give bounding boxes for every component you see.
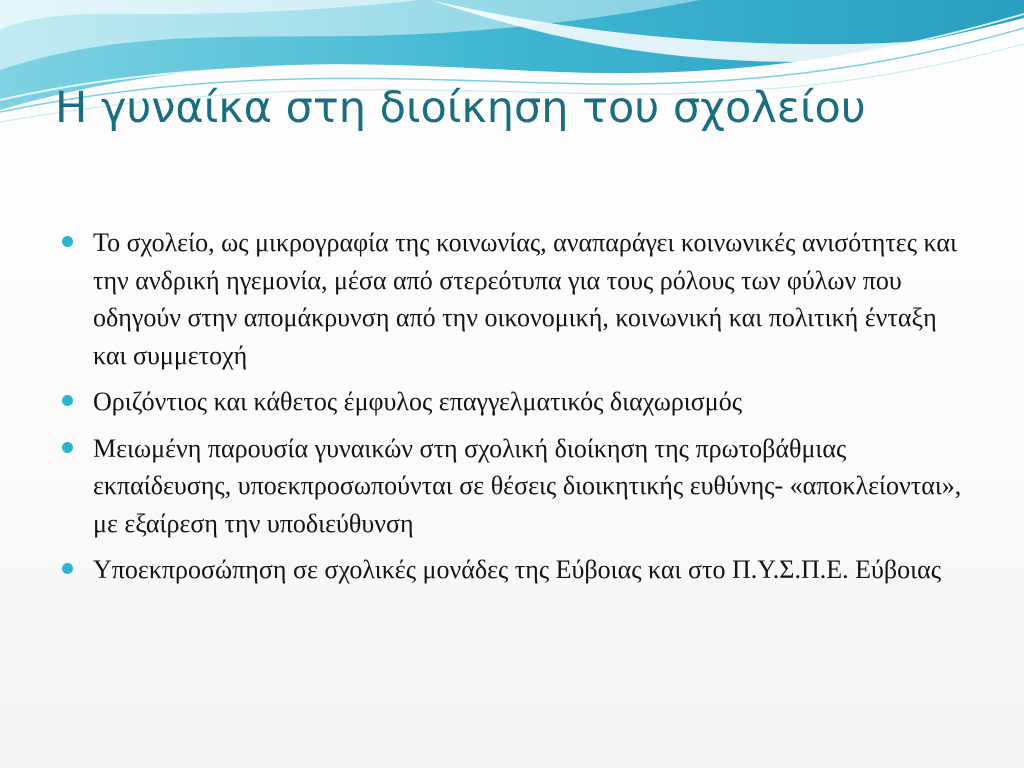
bullet-item xyxy=(62,551,962,589)
bullet-text: Μειωμένη παρουσία γυναικών στη σχολική διοίκηση της πρωτοβάθμιας εκπαίδευσης, υποεκπροσωπούνται σε θέσεις διοικητικής ευθύνης- «αποκλείονται», με εξαίρεση την υποδιεύθυνση xyxy=(93,433,962,538)
bullet-text: Το σχολείο, ως μικρογραφία της κοινωνίας, αναπαράγει κοινωνικές ανισότητες και την ανδρική ηγεμονία, μέσα από στερεότυπα για τους ρόλους των φύλων που οδηγούν στην απομάκρυνση από την οικονομική, κοινωνική και πολιτική ένταξη και συμμετοχή xyxy=(93,228,957,370)
bullet-text: Υποεκπροσώπηση σε σχολικές μονάδες της Εύβοιας και στο Π.Υ.Σ.Π.Ε. Εύβοιας xyxy=(93,555,941,584)
bullet-dot-icon xyxy=(62,236,73,247)
bullet-item xyxy=(62,224,962,374)
bullet-dot-icon xyxy=(62,442,73,453)
bullet-text: Οριζόντιος και κάθετος έμφυλος επαγγελματικός διαχωρισμός xyxy=(93,387,743,416)
slide-title: Η γυναίκα στη διοίκηση του σχολείου xyxy=(55,83,866,133)
bullet-item xyxy=(62,430,962,543)
bullet-item xyxy=(62,383,962,421)
bullet-list xyxy=(62,224,962,598)
bullet-dot-icon xyxy=(62,563,73,574)
bullet-dot-icon xyxy=(62,395,73,406)
